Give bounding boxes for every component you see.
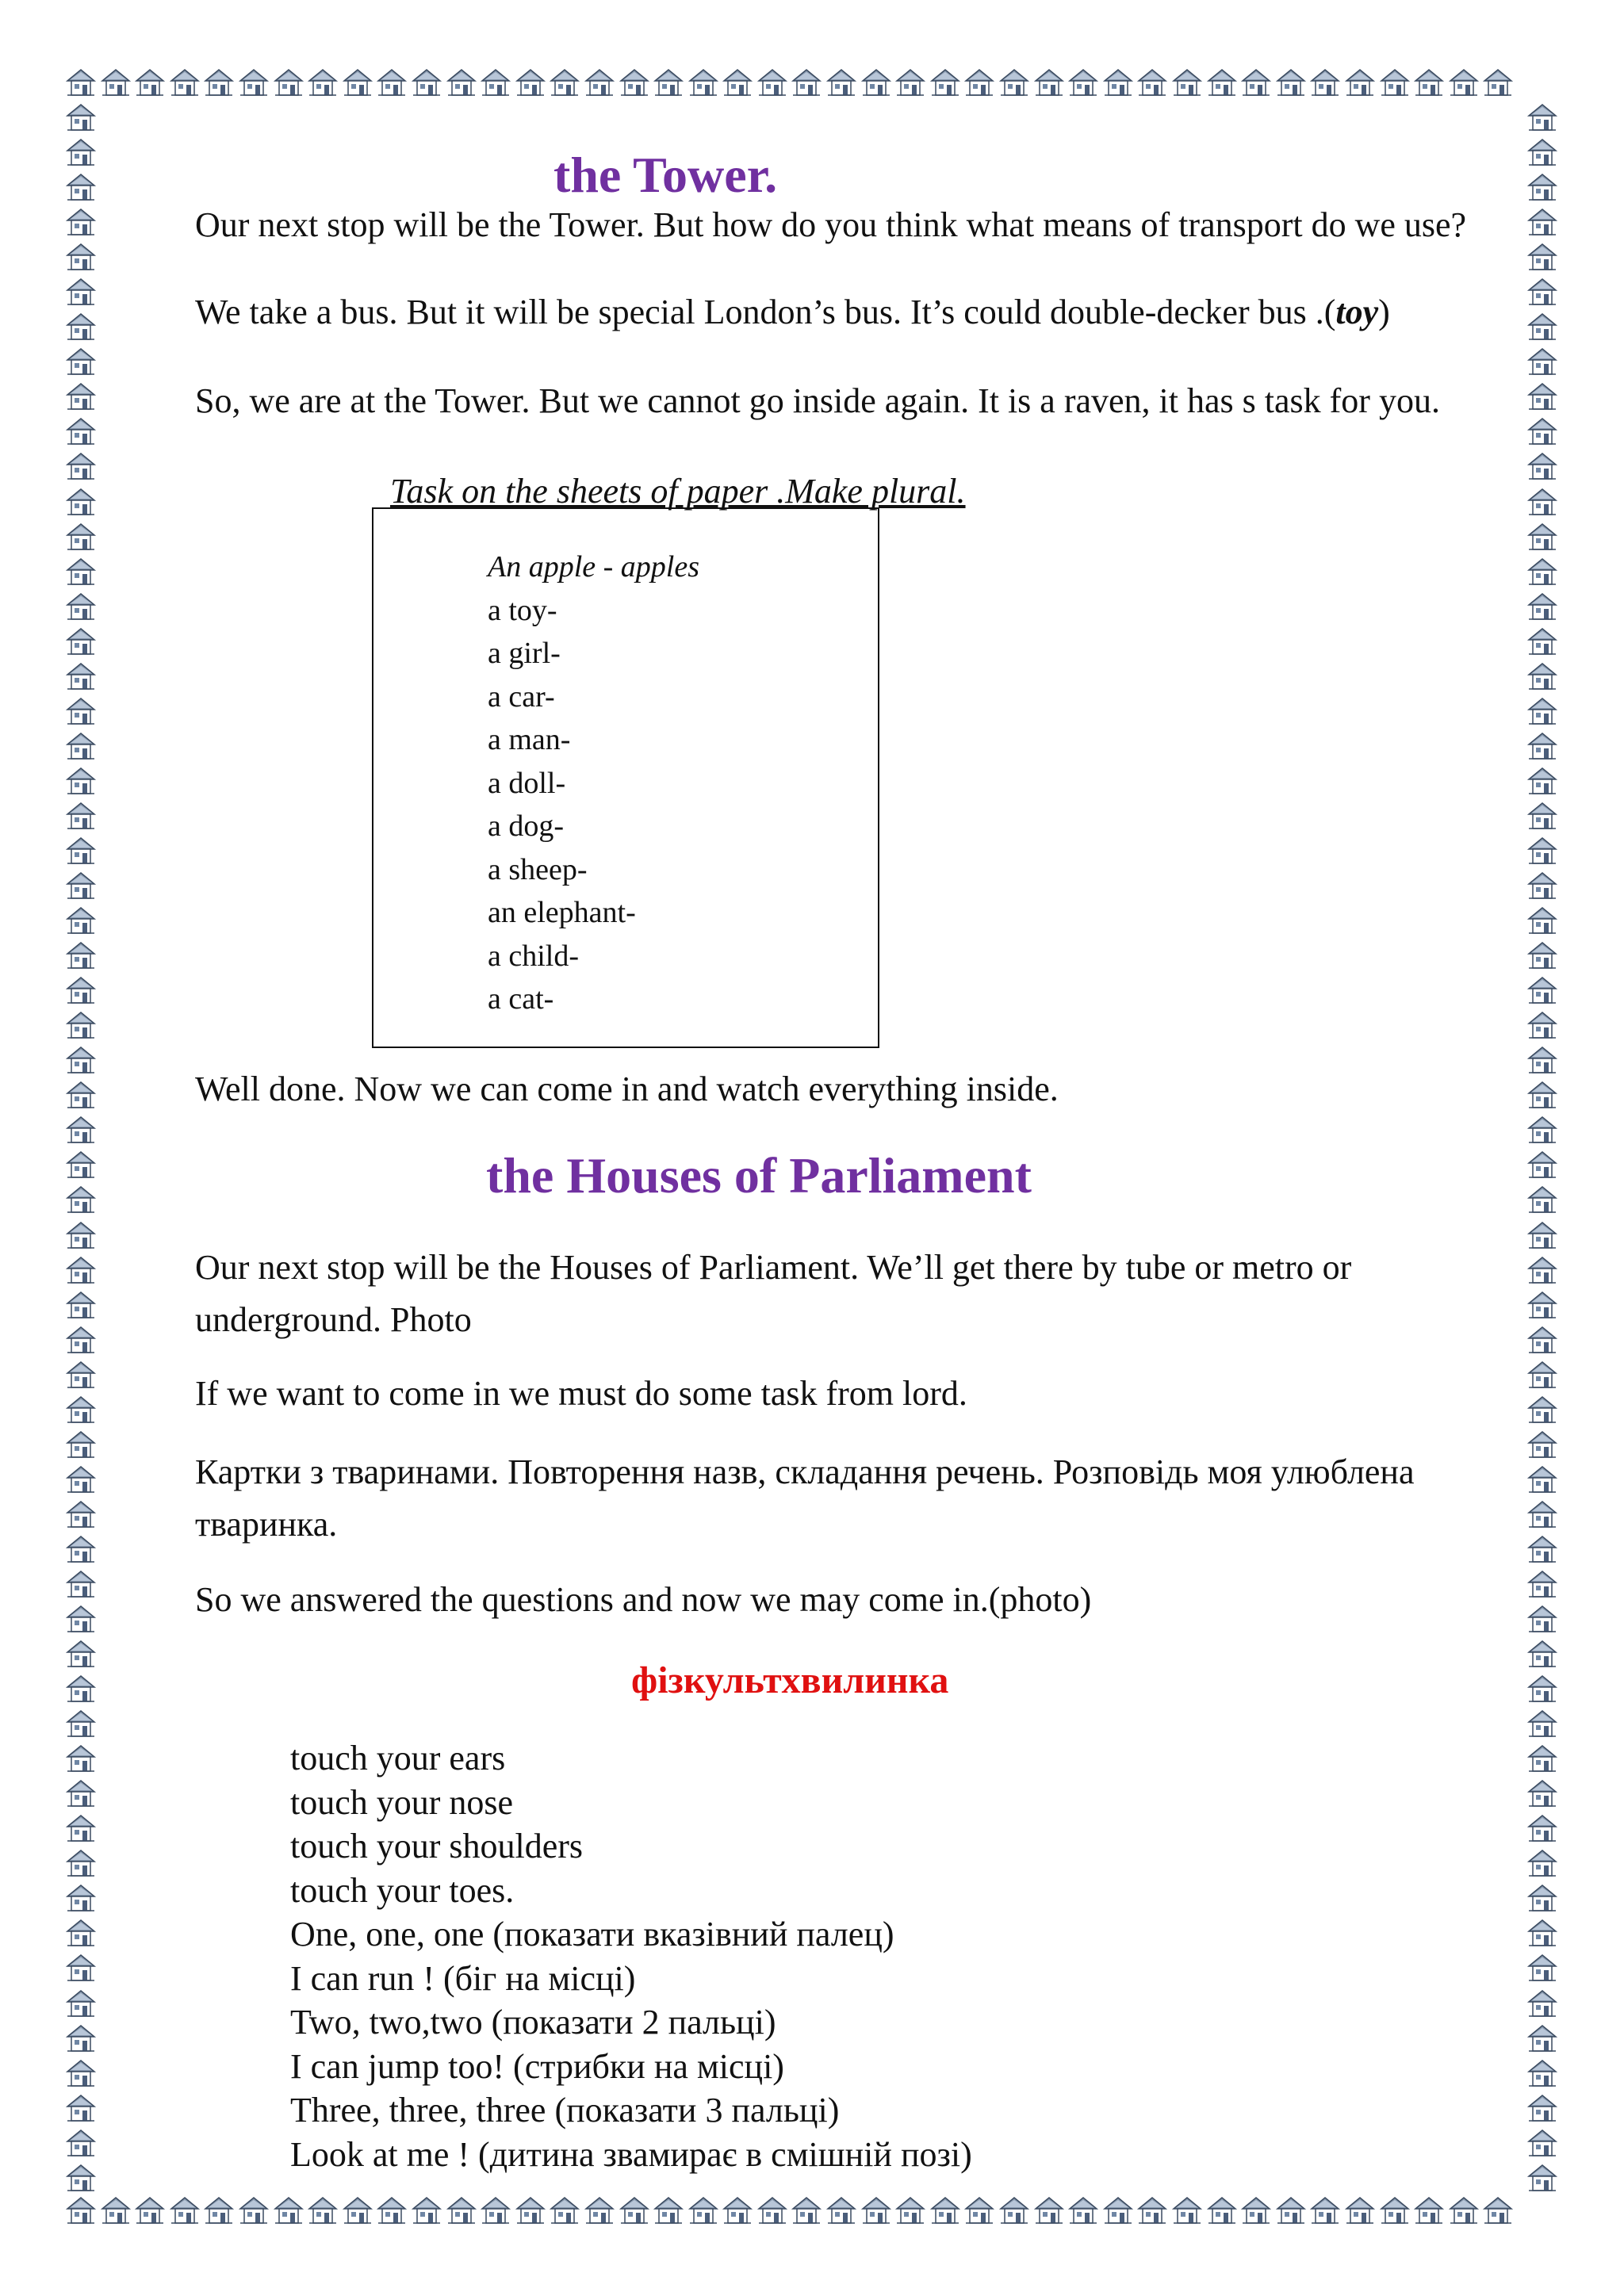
house-icon: [65, 67, 97, 98]
paragraph-answered: [195, 1578, 1091, 1621]
house-icon: [65, 2092, 97, 2124]
house-icon: [1526, 486, 1558, 518]
house-icon: [1526, 1568, 1558, 1600]
house-icon: [65, 1009, 97, 1041]
house-icon: [1136, 67, 1168, 98]
house-icon: [1526, 1394, 1558, 1425]
house-icon: [791, 2195, 822, 2226]
exercise-rhyme-line: touch your ears: [290, 1739, 506, 1777]
house-icon: [1526, 136, 1558, 168]
house-icon: [65, 486, 97, 518]
paragraph-animal-cards: [195, 1446, 1432, 1551]
house-icon: [1526, 1638, 1558, 1670]
house-icon: [1526, 800, 1558, 832]
task-word-list: [488, 545, 699, 1021]
paragraph-transport-text: Our next stop will be the Tower. But how do you think what means of transport do we use?: [195, 205, 1467, 244]
house-icon: [1526, 1324, 1558, 1356]
house-icon: [65, 1568, 97, 1600]
house-icon: [1526, 1359, 1558, 1391]
paragraph-lord-task: [195, 1372, 967, 1415]
house-icon: [65, 450, 97, 482]
house-icon: [1526, 171, 1558, 203]
house-icon: [653, 67, 684, 98]
house-icon: [65, 1533, 97, 1565]
house-icon: [1240, 2195, 1272, 2226]
house-icon: [1526, 1184, 1558, 1215]
house-icon: [1526, 1952, 1558, 1984]
house-icon: [100, 2195, 132, 2226]
house-icon: [1526, 521, 1558, 553]
house-icon: [549, 67, 580, 98]
house-icon: [1033, 67, 1065, 98]
house-icon: [65, 346, 97, 377]
house-icon: [1526, 591, 1558, 622]
house-icon: [619, 67, 650, 98]
house-icon: [65, 1603, 97, 1635]
house-icon: [1526, 870, 1558, 901]
house-icon: [1526, 556, 1558, 587]
paragraph-transport: [195, 203, 1513, 247]
house-icon: [1526, 974, 1558, 1006]
house-icon: [65, 2127, 97, 2159]
house-icon: [998, 2195, 1030, 2226]
house-icon: [515, 2195, 546, 2226]
task-box: [372, 507, 879, 1048]
house-icon: [238, 67, 270, 98]
house-icon: [1526, 695, 1558, 727]
house-icon: [791, 67, 822, 98]
house-icon: [722, 2195, 753, 2226]
exercise-rhyme-line: Look at me ! (дитина звамирає в смішній позі): [290, 2134, 972, 2174]
paragraph-raven: [195, 379, 1505, 423]
house-icon: [1448, 2195, 1480, 2226]
house-icon: [929, 2195, 961, 2226]
house-icon: [65, 939, 97, 971]
house-icon: [1067, 2195, 1099, 2226]
house-icon: [1526, 730, 1558, 762]
house-icon: [307, 67, 339, 98]
task-word-item: a girl-: [488, 637, 561, 670]
house-icon: [1526, 1464, 1558, 1495]
house-icon: [65, 171, 97, 203]
house-icon: [411, 2195, 442, 2226]
house-icon: [65, 1917, 97, 1949]
house-icon: [65, 1149, 97, 1181]
house-icon: [1526, 311, 1558, 342]
house-icon: [1526, 1917, 1558, 1949]
house-icon: [963, 2195, 995, 2226]
house-icon: [169, 67, 201, 98]
house-icon: [342, 67, 373, 98]
house-icon: [65, 870, 97, 901]
task-word-item: a doll-: [488, 766, 566, 800]
house-icon: [65, 1812, 97, 1844]
paragraph-lord-task-text: If we want to come in we must do some task from lord.: [195, 1374, 967, 1413]
paragraph-parliament: [195, 1242, 1480, 1346]
house-icon: [1526, 905, 1558, 936]
house-icon: [65, 241, 97, 273]
task-word-item: a toy-: [488, 593, 557, 627]
house-icon: [65, 311, 97, 342]
house-icon: [1526, 1149, 1558, 1181]
house-icon: [688, 67, 719, 98]
toy-emphasis: toy: [1335, 293, 1379, 331]
house-icon: [65, 136, 97, 168]
page-border-bottom: [65, 2195, 1517, 2226]
house-icon: [1344, 67, 1376, 98]
house-icon: [1526, 346, 1558, 377]
paragraph-well-done: [195, 1067, 1059, 1111]
house-icon: [1526, 1847, 1558, 1879]
house-icon: [1526, 765, 1558, 797]
house-icon: [411, 67, 442, 98]
exercise-rhyme-line: touch your shoulders: [290, 1827, 584, 1866]
house-icon: [203, 2195, 235, 2226]
house-icon: [273, 67, 304, 98]
house-icon: [1379, 2195, 1411, 2226]
exercise-rhyme-line: Three, three, three (показати 3 пальці): [290, 2091, 840, 2130]
house-icon: [1526, 206, 1558, 238]
house-icon: [65, 660, 97, 692]
house-icon: [307, 2195, 339, 2226]
paragraph-answered-text: So we answered the questions and now we may come in.(photo): [195, 1580, 1092, 1619]
house-icon: [65, 415, 97, 447]
house-icon: [1526, 241, 1558, 273]
house-icon: [1526, 1533, 1558, 1565]
house-icon: [65, 1777, 97, 1809]
house-icon: [1136, 2195, 1168, 2226]
house-icon: [65, 1464, 97, 1495]
house-icon: [65, 521, 97, 553]
page-border-right: [1526, 101, 1558, 2197]
house-icon: [238, 2195, 270, 2226]
house-icon: [1526, 1009, 1558, 1041]
house-icon: [65, 974, 97, 1006]
house-icon: [688, 2195, 719, 2226]
house-icon: [65, 1882, 97, 1914]
house-icon: [1526, 1254, 1558, 1286]
house-icon: [65, 1359, 97, 1391]
house-icon: [1526, 1777, 1558, 1809]
house-icon: [273, 2195, 304, 2226]
paragraph-bus-close: ): [1378, 293, 1390, 331]
house-icon: [584, 2195, 615, 2226]
page-border-left: [65, 101, 97, 2197]
house-icon: [1240, 67, 1272, 98]
house-icon: [1526, 1743, 1558, 1774]
task-word-item: a cat-: [488, 982, 554, 1016]
house-icon: [963, 67, 995, 98]
house-icon: [1102, 67, 1134, 98]
house-icon: [998, 67, 1030, 98]
house-icon: [1206, 67, 1238, 98]
house-icon: [1526, 1988, 1558, 2019]
house-icon: [134, 67, 166, 98]
house-icon: [203, 67, 235, 98]
task-word-item: a dog-: [488, 809, 565, 843]
house-icon: [65, 1743, 97, 1774]
house-icon: [1526, 1673, 1558, 1705]
house-icon: [65, 1114, 97, 1146]
task-word-item: a car-: [488, 679, 555, 714]
exercise-rhyme-line: touch your nose: [290, 1782, 514, 1822]
house-icon: [619, 2195, 650, 2226]
section-title-tower: the Tower.: [553, 147, 778, 203]
house-icon: [1526, 276, 1558, 308]
house-icon: [134, 2195, 166, 2226]
house-icon: [1526, 1429, 1558, 1460]
house-icon: [1526, 2162, 1558, 2194]
house-icon: [756, 2195, 788, 2226]
house-icon: [1171, 2195, 1203, 2226]
exercise-rhyme-line: One, one, one (показати вказівний палец): [290, 1915, 894, 1954]
house-icon: [929, 67, 961, 98]
house-icon: [446, 2195, 477, 2226]
paragraph-well-done-text: Well done. Now we can come in and watch everything inside.: [195, 1070, 1059, 1108]
paragraph-bus-text: We take a bus. But it will be special London’s bus. It’s could double-decker bus .(: [195, 293, 1336, 331]
house-icon: [376, 67, 408, 98]
house-icon: [1482, 67, 1514, 98]
house-icon: [1526, 1498, 1558, 1530]
house-icon: [65, 1952, 97, 1984]
house-icon: [1526, 1079, 1558, 1111]
house-icon: [894, 67, 926, 98]
house-icon: [1526, 101, 1558, 133]
task-word-item: a child-: [488, 939, 580, 973]
house-icon: [1413, 2195, 1445, 2226]
house-icon: [65, 1044, 97, 1076]
house-icon: [1526, 939, 1558, 971]
house-icon: [480, 67, 511, 98]
paragraph-parliament-text: Our next stop will be the Houses of Parliament. We’ll get there by tube or metro or underground. Photo: [195, 1248, 1352, 1339]
house-icon: [376, 2195, 408, 2226]
house-icon: [100, 67, 132, 98]
house-icon: [515, 67, 546, 98]
house-icon: [65, 591, 97, 622]
paragraph-animal-cards-text: Картки з тваринами. Повторення назв, складання речень. Розповідь моя улюблена тваринка.: [195, 1452, 1415, 1544]
exercise-rhyme-list: [290, 1736, 972, 2176]
house-icon: [894, 2195, 926, 2226]
house-icon: [653, 2195, 684, 2226]
house-icon: [65, 2057, 97, 2089]
house-icon: [1526, 2022, 1558, 2054]
house-icon: [1413, 67, 1445, 98]
house-icon: [1526, 1882, 1558, 1914]
house-icon: [65, 1429, 97, 1460]
house-icon: [65, 1079, 97, 1111]
house-icon: [65, 1184, 97, 1215]
house-icon: [1526, 1219, 1558, 1251]
house-icon: [65, 1254, 97, 1286]
exercise-rhyme-line: touch your toes.: [290, 1870, 515, 1910]
exercise-rhyme-line: I can run ! (біг на місці): [290, 1958, 636, 1998]
house-icon: [1526, 450, 1558, 482]
house-icon: [1275, 67, 1307, 98]
house-icon: [549, 2195, 580, 2226]
house-icon: [1526, 835, 1558, 867]
house-icon: [65, 1394, 97, 1425]
house-icon: [1033, 2195, 1065, 2226]
house-icon: [1448, 67, 1480, 98]
house-icon: [65, 1847, 97, 1879]
house-icon: [1526, 1114, 1558, 1146]
house-icon: [65, 765, 97, 797]
house-icon: [584, 67, 615, 98]
house-icon: [1171, 67, 1203, 98]
house-icon: [65, 626, 97, 657]
house-icon: [1526, 2092, 1558, 2124]
page-border-top: [65, 67, 1517, 98]
house-icon: [1526, 2127, 1558, 2159]
house-icon: [1206, 2195, 1238, 2226]
house-icon: [860, 2195, 892, 2226]
house-icon: [342, 2195, 373, 2226]
house-icon: [1309, 2195, 1341, 2226]
house-icon: [1344, 2195, 1376, 2226]
house-icon: [446, 67, 477, 98]
house-icon: [1526, 1603, 1558, 1635]
house-icon: [722, 67, 753, 98]
house-icon: [1526, 1044, 1558, 1076]
house-icon: [65, 1219, 97, 1251]
exercise-rhyme-line: I can jump too! (стрибки на місці): [290, 2046, 784, 2086]
house-icon: [65, 381, 97, 412]
paragraph-raven-text: So, we are at the Tower. But we cannot go inside again. It is a raven, it has s task for you.: [195, 381, 1440, 420]
task-word-item: a man-: [488, 723, 571, 756]
house-icon: [65, 730, 97, 762]
house-icon: [65, 206, 97, 238]
house-icon: [825, 67, 857, 98]
house-icon: [65, 2195, 97, 2226]
house-icon: [65, 1289, 97, 1321]
house-icon: [1526, 415, 1558, 447]
house-icon: [756, 67, 788, 98]
house-icon: [65, 1673, 97, 1705]
task-heading: [390, 469, 966, 513]
house-icon: [1526, 381, 1558, 412]
section-title-parliament: the Houses of Parliament: [486, 1147, 1032, 1203]
house-icon: [1102, 2195, 1134, 2226]
house-icon: [65, 1638, 97, 1670]
house-icon: [825, 2195, 857, 2226]
house-icon: [65, 276, 97, 308]
house-icon: [1379, 67, 1411, 98]
house-icon: [65, 1498, 97, 1530]
paragraph-bus: [195, 290, 1527, 334]
exercise-break-title: фізкультхвилинка: [631, 1659, 949, 1701]
house-icon: [65, 1324, 97, 1356]
house-icon: [65, 905, 97, 936]
house-icon: [169, 2195, 201, 2226]
house-icon: [65, 2022, 97, 2054]
house-icon: [860, 67, 892, 98]
house-icon: [65, 1988, 97, 2019]
exercise-rhyme-line: Two, two,two (показати 2 пальці): [290, 2003, 776, 2042]
house-icon: [1482, 2195, 1514, 2226]
task-heading-text: Task on the sheets of paper .Make plural.: [390, 472, 966, 511]
house-icon: [1526, 626, 1558, 657]
house-icon: [1526, 2057, 1558, 2089]
house-icon: [1526, 1289, 1558, 1321]
house-icon: [65, 695, 97, 727]
house-icon: [480, 2195, 511, 2226]
task-word-item: a sheep-: [488, 852, 588, 886]
house-icon: [65, 800, 97, 832]
house-icon: [65, 2162, 97, 2194]
house-icon: [65, 556, 97, 587]
task-word-item: an elephant-: [488, 896, 636, 929]
house-icon: [65, 1708, 97, 1739]
house-icon: [1275, 2195, 1307, 2226]
house-icon: [65, 835, 97, 867]
task-word-item: An apple - apples: [488, 550, 700, 584]
house-icon: [1526, 1708, 1558, 1739]
house-icon: [1309, 67, 1341, 98]
house-icon: [1526, 1812, 1558, 1844]
house-icon: [1526, 660, 1558, 692]
house-icon: [65, 101, 97, 133]
house-icon: [1067, 67, 1099, 98]
